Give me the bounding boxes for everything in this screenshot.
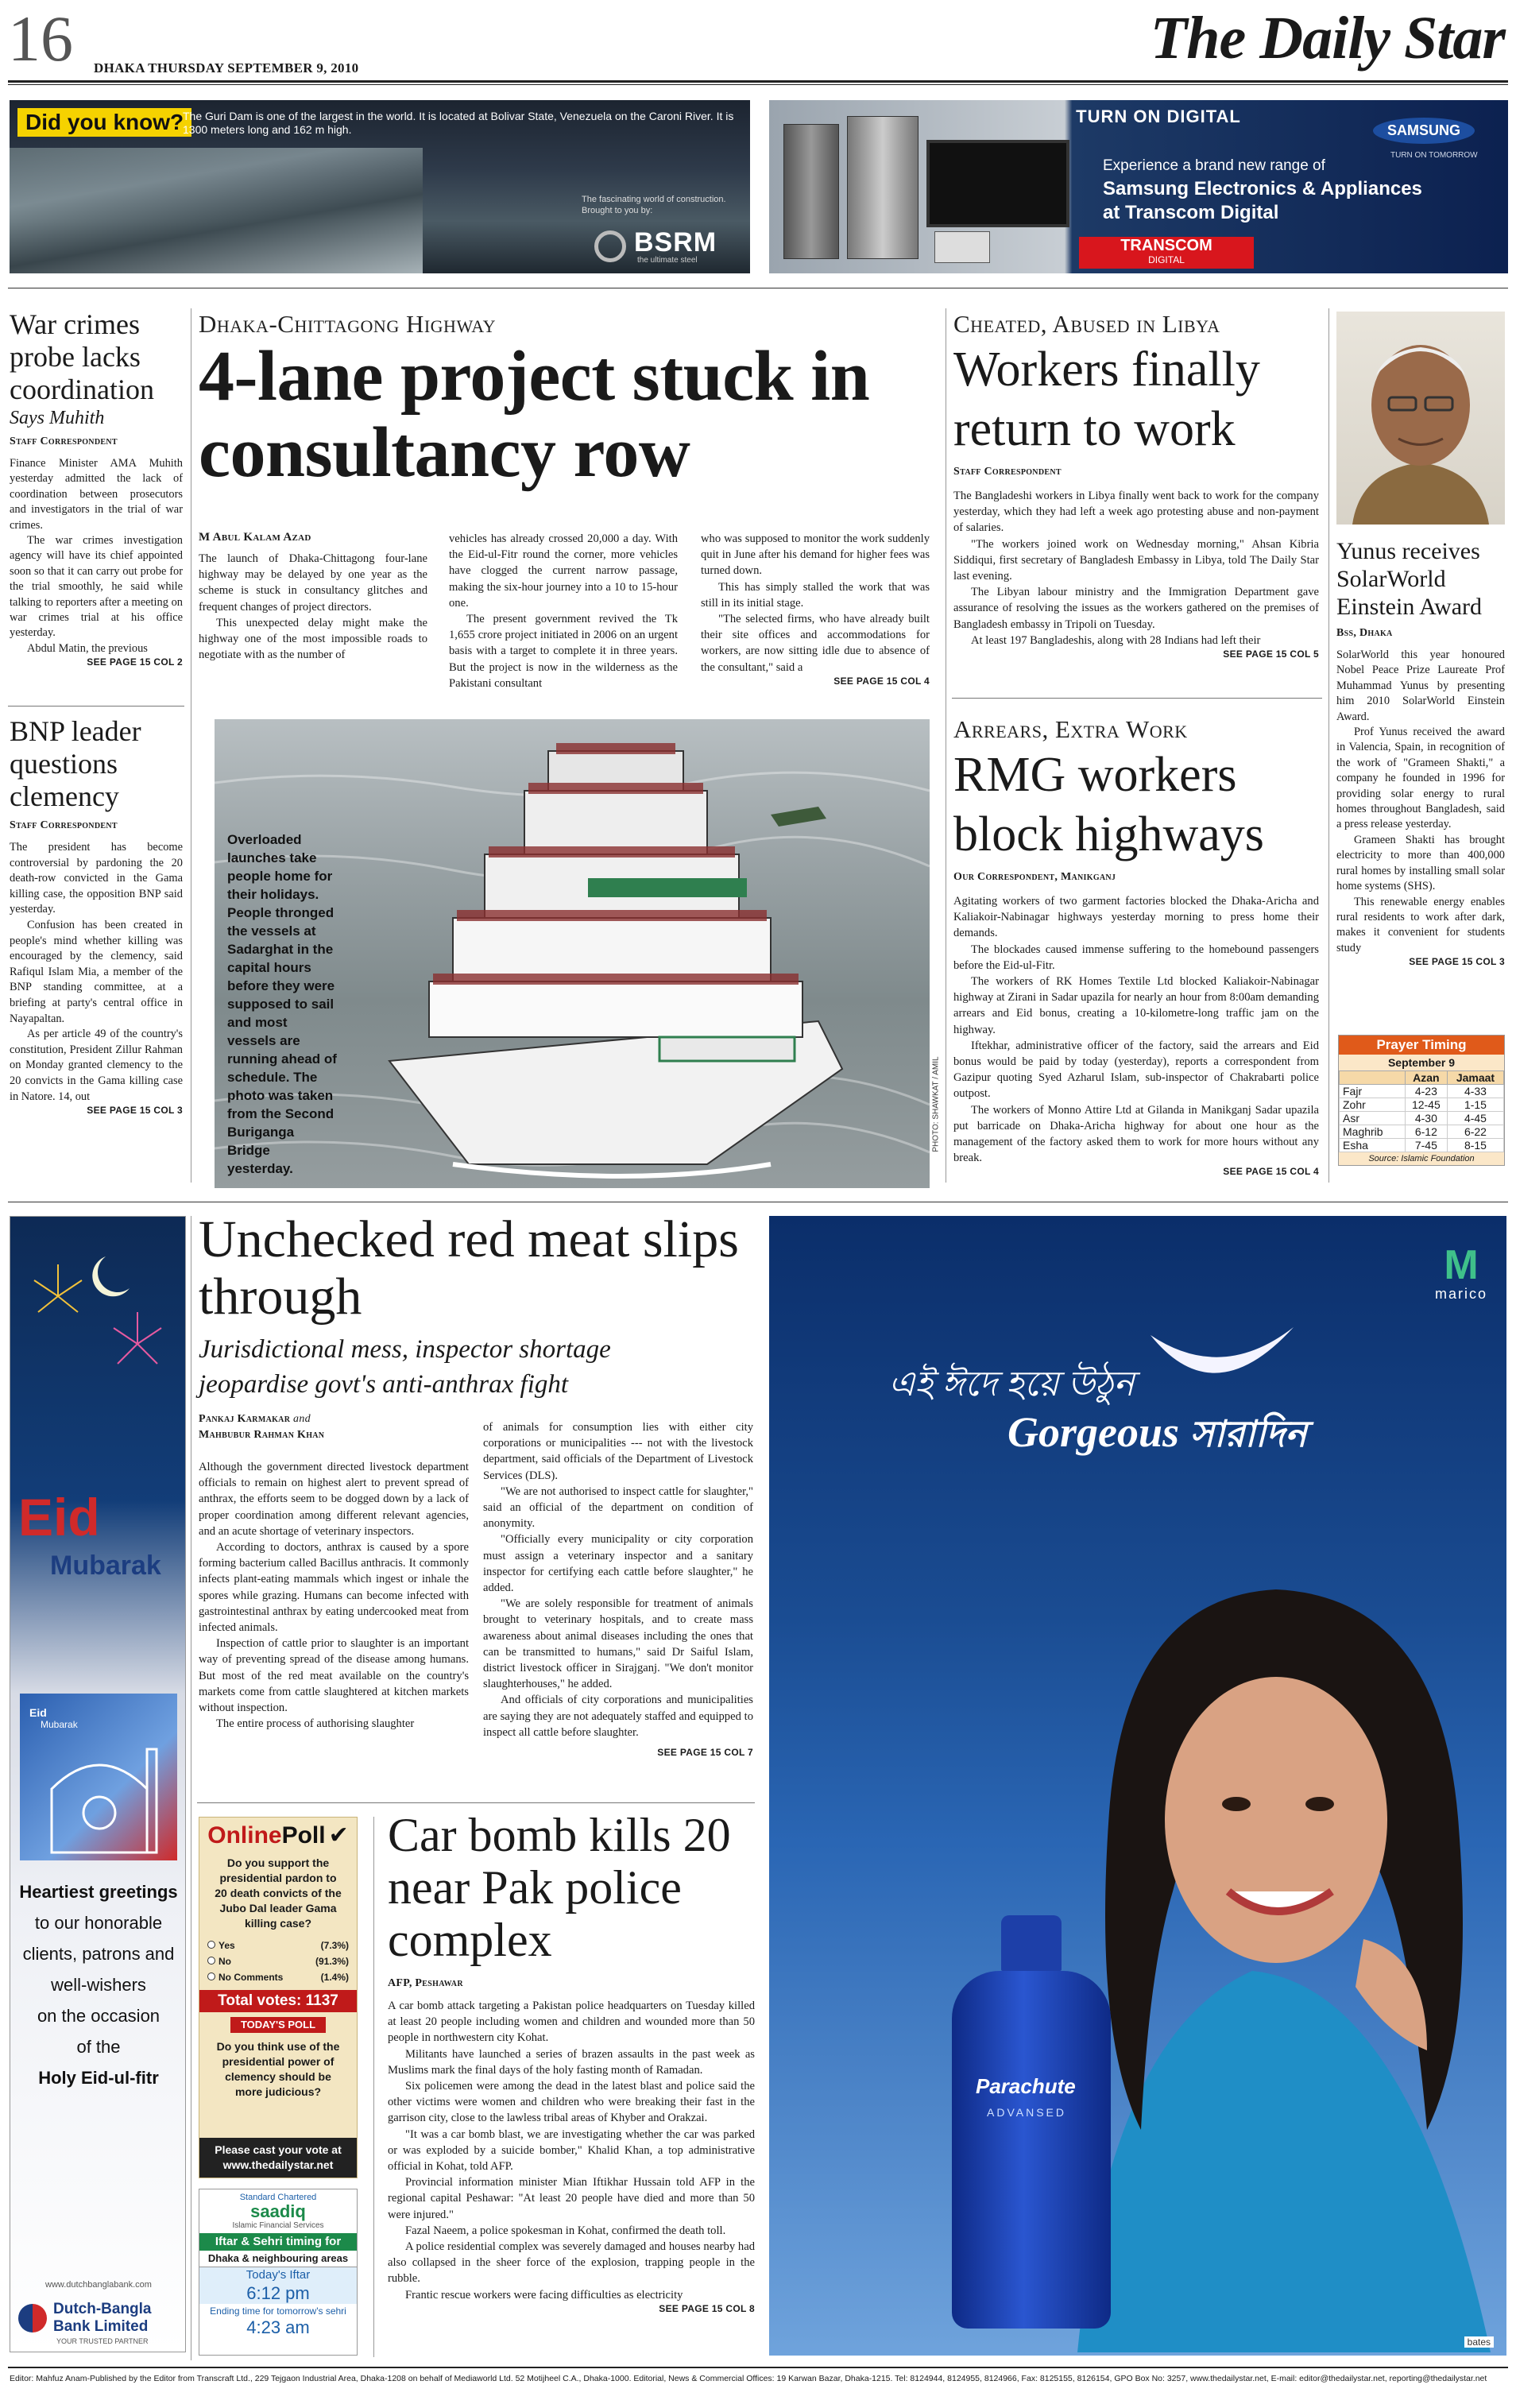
poll-cast-vote[interactable]: Please cast your vote at www.thedailystar.net <box>199 2138 357 2178</box>
saadiq-sub: Islamic Financial Services <box>232 2221 324 2230</box>
saadiq-iftar-box <box>199 2189 358 2356</box>
dutch-bangla-eid-ad[interactable] <box>10 1216 186 2352</box>
meat-col2-box <box>483 1419 753 1758</box>
story-carbomb <box>388 1809 755 2314</box>
bates-agency: bates <box>1464 2336 1494 2348</box>
paper-name: The Daily Star <box>1150 5 1505 72</box>
col-divider <box>373 1817 374 2357</box>
masthead-rule <box>8 80 1508 83</box>
prayer-jamaat: 4-33 <box>1447 1085 1503 1098</box>
rmg-see-page[interactable]: SEE PAGE 15 COL 4 <box>1223 1166 1319 1178</box>
poll-option-label: Yes <box>219 1940 235 1951</box>
rmg-headline: RMG workers block highways <box>953 748 1264 861</box>
highway-para: who was supposed to monitor the work suddenly quit in June after his demand for higher fees was turned down. <box>701 532 930 578</box>
todays-poll-label: TODAY'S POLL <box>230 2017 326 2033</box>
prayer-row <box>1340 1098 1504 1112</box>
meat-para: "Officially every municipality or city corporation must assign a veterinary inspector and a sanitary inspector for certifying each cattle before slaughter," he added. <box>483 1533 753 1595</box>
carbomb-headline: Car bomb kills 20 near Pak police complex <box>388 1809 731 1966</box>
small-boat <box>771 807 826 827</box>
highway-kicker: Dhaka-Chittagong Highway <box>199 310 497 338</box>
bsrm-brand-sub: the ultimate steel <box>637 256 698 265</box>
prayer-header-cell: Azan <box>1405 1071 1447 1085</box>
transcom-sub: DIGITAL <box>1148 254 1185 265</box>
prayer-table <box>1339 1070 1504 1152</box>
war-crimes-byline: Staff Correspondent <box>10 436 118 447</box>
rule <box>8 706 184 707</box>
did-you-know-heading: Did you know? <box>17 108 191 137</box>
prayer-azan: 12-45 <box>1405 1098 1447 1112</box>
war-crimes-subhead: Says Muhith <box>10 408 105 428</box>
war-crimes-para: Abdul Matin, the previous <box>27 641 148 655</box>
rmg-para: The workers of Monno Attire Ltd at Gilanda in Manikganj Sadar upazila put barricade on Dhaka-Aricha highway for about one hour as the management of the factory asked them to work for more hours without any break. <box>953 1103 1319 1165</box>
bnp-body <box>10 840 183 1105</box>
libya-para: At least 197 Bangladeshis, along with 28 Indians had left their <box>971 633 1261 647</box>
poll-title <box>199 1822 357 1849</box>
poll-options <box>207 1938 349 1985</box>
samsung-logo: SAMSUNG <box>1373 118 1475 144</box>
libya-headline: Workers finally return to work <box>953 343 1260 456</box>
launch-vessel <box>389 743 842 1176</box>
meat-para: "We are solely responsible for treatment of animals brought to veterinary hospitals, and to create mass awareness about animal diseases including the ones that can be transmitted to humans," said Dr Saiful Islam, district livestock officer in Sirajganj. "We don't monitor slaughterhouses," he added. <box>483 1597 753 1691</box>
bsrm-brand: BSRM <box>634 227 717 257</box>
bank-url: www.dutchbanglabank.com <box>45 2280 152 2290</box>
marico-gorgeous-en: Gorgeous <box>1007 1408 1180 1456</box>
prayer-row <box>1340 1085 1504 1098</box>
mubarak-small: Mubarak <box>41 1719 78 1730</box>
carbomb-body <box>388 1998 755 2303</box>
dbbl-tagline: YOUR TRUSTED PARTNER <box>56 2337 149 2345</box>
highway-para: "The selected firms, who have already built their site offices and accommodations for workers, are now sitting idle due to absence of the consultant," said a <box>701 613 930 674</box>
meat-para: The entire process of authorising slaughter <box>216 1717 415 1731</box>
bottle-cap <box>1001 1915 1062 1971</box>
highway-headline: 4-lane project stuck in consultancy row <box>199 337 870 492</box>
poll-option[interactable] <box>207 1953 349 1969</box>
yunus-body <box>1336 648 1505 956</box>
libya-para: "The workers joined work on Wednesday morning," Ahsan Kibria Siddiqui, first secretary of Bangladesh Embassy in Libya, told The Daily Star last evening. <box>953 537 1319 583</box>
appliances-photo <box>783 116 1077 267</box>
meat-col2 <box>483 1419 753 1740</box>
radio-icon[interactable] <box>207 1941 215 1949</box>
sehri-time: 4:23 am <box>246 2317 310 2337</box>
story-bnp <box>10 715 183 1116</box>
washer-shape <box>934 231 990 263</box>
prayer-name: Maghrib <box>1340 1125 1406 1139</box>
meat-see-page[interactable]: SEE PAGE 15 COL 7 <box>657 1747 753 1759</box>
bsrm-ad[interactable] <box>10 100 750 273</box>
dbbl-logo <box>18 2299 180 2348</box>
meat-para: of animals for consumption lies with either city corporations or municipalities --- not with the livestock department, said officials of the Department of Livestock Services (DLS). <box>483 1421 753 1482</box>
carbomb-para: Militants have launched a series of brazen assaults in the past week as Muslims mark the final days of the holy fasting month of Ramadan. <box>388 2047 755 2077</box>
highway-byline-box <box>199 531 427 663</box>
yunus-para: Grameen Shakti has brought electricity to more than 400,000 rural homes by installing small solar home systems (SHS). <box>1336 833 1505 893</box>
samsung-line3: at Transcom Digital <box>1103 202 1279 223</box>
dbbl-logo-icon <box>18 2304 47 2333</box>
story-meat <box>199 1211 755 1443</box>
libya-byline: Staff Correspondent <box>953 466 1062 478</box>
bnp-para: Confusion has been created in people's mind whether killing was encouraged by the clemency, said Rafiqul Islam Mia, a member of the BNP standing committee, at a briefing at party's central office in Nayapaltan. <box>10 918 183 1025</box>
greeting-line: Holy Eid-ul-fitr <box>38 2068 159 2088</box>
greeting-line: to our honorable <box>34 1913 163 1933</box>
meat-col1 <box>199 1459 469 1732</box>
rmg-para: The blockades caused immense suffering to the homebound passengers before the Eid-ul-Fitr. <box>953 943 1319 972</box>
poll-option[interactable] <box>207 1938 349 1953</box>
page-number: 16 <box>8 2 73 75</box>
prayer-azan: 4-30 <box>1405 1112 1447 1125</box>
prayer-jamaat: 4-45 <box>1447 1112 1503 1125</box>
story-rmg <box>953 715 1319 1177</box>
marico-parachute-ad[interactable] <box>769 1216 1506 2356</box>
turn-on-digital: TURN ON DIGITAL <box>1076 106 1241 126</box>
highway-see-page[interactable]: SEE PAGE 15 COL 4 <box>833 675 930 687</box>
bnp-byline: Staff Correspondent <box>10 819 118 831</box>
poll-option-pct: (7.3%) <box>320 1940 349 1951</box>
highway-para: The present government revived the Tk 1,655 crore project initiated in 2006 on an urgent basis with a target to complete it in three years. But the project is now in the wilderness as the Pakistani consultant <box>449 613 678 690</box>
war-crimes-para: The war crimes investigation agency will have its chief appointed soon so that it can carry out probe for the trial smoothly, he said while talking to reporters after a meeting on war crimes trial at his office yesterday. <box>10 534 183 640</box>
carbomb-see-page[interactable]: SEE PAGE 15 COL 8 <box>659 2302 755 2314</box>
eid-title: Eid <box>18 1488 100 1547</box>
prayer-date: September 9 <box>1339 1055 1504 1070</box>
col-divider <box>1328 308 1329 1183</box>
yunus-para: This renewable energy enables rural residents to work after dark, makes it convenient for students study <box>1336 895 1505 954</box>
rmg-para: The workers of RK Homes Textile Ltd blocked Kaliakoir-Nabinagar highway at Zirani in Sadar upazila for nearly an hour from 8:00am demanding arrears and Eid bonus, creating a 10-kilometre-long traffic jam on the highway. <box>953 975 1319 1036</box>
prayer-azan: 7-45 <box>1405 1139 1447 1152</box>
prayer-row <box>1340 1139 1504 1152</box>
poll-option-label: No Comments <box>219 1972 284 1983</box>
poll-option[interactable] <box>207 1969 349 1985</box>
eid-card-image <box>20 1694 177 1860</box>
war-crimes-see-page[interactable]: SEE PAGE 15 COL 2 <box>87 656 183 668</box>
bsrm-tagline: The fascinating world of construction. Brought to you by: <box>582 195 726 215</box>
story-highway <box>199 310 930 491</box>
carbomb-para: Provincial information minister Mian Iftikhar Hussain told AFP in the regional capital Peshawar: "At least 20 people have died and more than 50 were injured." <box>388 2176 755 2221</box>
meat-byline-1: Pankaj Karmakar <box>199 1413 291 1425</box>
did-you-know-text: The Guri Dam is one of the largest in the world. It is located at Bolivar State, Venezuela on the Caroni River. It is 1300 meters long and 162 m high. <box>183 110 734 136</box>
rule <box>197 1802 755 1803</box>
rmg-kicker: Arrears, Extra Work <box>953 715 1188 743</box>
prayer-row <box>1340 1112 1504 1125</box>
dam-photo <box>10 148 423 273</box>
masthead <box>8 2 1510 84</box>
prayer-row <box>1340 1125 1504 1139</box>
prayer-jamaat: 8-15 <box>1447 1139 1503 1152</box>
marico-m-icon: M <box>1444 1242 1479 1288</box>
highway-para: vehicles has already crossed 20,000 a day. With the Eid-ul-Fitr round the corner, more vehicles have clogged the current narrow passage, making the six-hour journey into a 10 to 15-hour one. <box>449 532 678 610</box>
prayer-header-row <box>1340 1071 1504 1085</box>
meat-para: Although the government directed livestock department officials to remain on highest alert to prevent spread of anthrax, the efforts seem to be dogged down by a lack of proper coordination among different relevant agencies, and an acute shortage of veterinary inspectors. <box>199 1461 469 1538</box>
meat-para: And officials of city corporations and municipalities are saying they are not adequately staffed and equipped to inspect all cattle before slaughter. <box>483 1694 753 1739</box>
highway-col3 <box>701 531 930 676</box>
saadiq-brand: saadiq <box>250 2201 306 2221</box>
highway-col2 <box>449 531 678 691</box>
meat-para: Inspection of cattle prior to slaughter is an important way of preventing spread of the disease among humans. But most of the red meat available on the country's markets come from cattle slaughtered at kitchen markets without inspection. <box>199 1637 469 1715</box>
mosque-icon <box>20 1694 177 1860</box>
greeting-line: of the <box>76 2037 121 2057</box>
libya-para: The Bangladeshi workers in Libya finally went back to work for the company yesterday, which they had left a week ago protesting abuse and non-payment of salaries. <box>953 490 1319 535</box>
prayer-jamaat: 1-15 <box>1447 1098 1503 1112</box>
masthead-rule-thin <box>8 84 1508 85</box>
dbbl-name: Dutch-Bangla <box>53 2301 152 2317</box>
greeting-line: Heartiest greetings <box>19 1882 178 1902</box>
libya-body <box>953 488 1319 648</box>
prayer-title: Prayer Timing <box>1339 1036 1504 1055</box>
photo-credit: PHOTO: SHAWKAT / AMIL <box>931 1053 940 1155</box>
check-icon: ✔ <box>328 1822 349 1849</box>
eid-small: Eid <box>29 1706 47 1719</box>
transcom-logo <box>1079 237 1254 269</box>
today-iftar-label: Today's Iftar <box>199 2267 357 2283</box>
libya-para: The Libyan labour ministry and the Immigration Department gave assurance of resolving the issues as the workers gathered on the premises of Bangladesh embassy in Tripoli on Tuesday. <box>953 586 1319 631</box>
poll-question: Do you support the presidential pardon to 20 death convicts of the Jubo Dal leader Gama killing case? <box>215 1856 342 1930</box>
tv-shape <box>926 140 1069 227</box>
highway-col3-box <box>701 531 930 687</box>
radio-icon[interactable] <box>207 1957 215 1965</box>
story-libya <box>953 310 1319 660</box>
carbomb-para: Fazal Naeem, a police spokesman in Kohat, confirmed the death toll. <box>405 2224 726 2237</box>
bnp-para: The president has become controversial by pardoning the 20 death-row convicted in the Gama killing case, the opposition BNP said yesterday. <box>10 841 183 916</box>
carbomb-para: A car bomb attack targeting a Pakistan police headquarters on Tuesday killed at least 20 people including women and children and wounded more than 50 people in northwestern city Kohat. <box>388 2000 755 2045</box>
story-war-crimes <box>10 308 183 668</box>
highway-para: The launch of Dhaka-Chittagong four-lane highway may be delayed by one year as the scheme is stuck in consultancy glitches and frequent changes of project directors. <box>199 552 427 614</box>
bnp-headline: BNP leader questions clemency <box>10 715 141 812</box>
meat-subhead: Jurisdictional mess, inspector shortage jeopardise govt's anti-anthrax fight <box>199 1335 611 1399</box>
prayer-timing-box <box>1338 1035 1505 1166</box>
marico-logo <box>1434 1242 1487 1303</box>
meat-para: "We are not authorised to inspect cattle for slaughter," said an official of the department on condition of anonymity. <box>483 1485 753 1531</box>
radio-icon[interactable] <box>207 1972 215 1980</box>
poll-option-label: No <box>219 1956 231 1967</box>
crescent-moon-icon <box>1143 1311 1301 1407</box>
rmg-body <box>953 893 1319 1166</box>
carbomb-byline: AFP, Peshawar <box>388 1977 463 1989</box>
carbomb-para: A police residential complex was severely damaged and houses nearby had also collapsed in the sheer force of the explosion, trapping people in the rubble. <box>388 2240 755 2286</box>
highway-para: This unexpected delay might make the highway one of the most impossible roads to negotiate with as the number of <box>199 616 427 662</box>
yunus-para: SolarWorld this year honoured Nobel Peace Prize Laureate Prof Muhammad Yunus by presenting him 2010 SolarWorld Einstein Award. <box>1336 648 1505 723</box>
transcom-brand: TRANSCOM <box>1120 237 1212 254</box>
meat-byline-2: Mahbubur Rahman Khan <box>199 1429 325 1441</box>
story-yunus <box>1336 537 1505 967</box>
yunus-see-page[interactable]: SEE PAGE 15 COL 3 <box>1409 956 1505 968</box>
samsung-line1: Experience a brand new range of <box>1103 157 1325 174</box>
marico-brand: marico <box>1434 1286 1487 1302</box>
carbomb-para: Frantic rescue workers were facing difficulties as electricity <box>405 2288 683 2302</box>
marico-bengali-line: এই ঈদে হয়ে উঠুন <box>888 1365 1135 1403</box>
prayer-name: Asr <box>1340 1112 1406 1125</box>
war-crimes-body <box>10 456 183 656</box>
marico-gorgeous <box>1007 1407 1307 1467</box>
bsrm-logo <box>594 227 745 267</box>
fridge-shape-2 <box>847 116 918 259</box>
prayer-header-cell: Jamaat <box>1447 1071 1503 1085</box>
war-crimes-headline: War crimes probe lacks coordination <box>10 308 154 405</box>
iftar-area: Dhaka & neighbouring areas <box>199 2251 357 2267</box>
prayer-azan: 6-12 <box>1405 1125 1447 1139</box>
yunus-photo <box>1336 312 1505 525</box>
meat-headline: Unchecked red meat slips through <box>199 1210 739 1326</box>
poll-option-pct: (91.3%) <box>315 1956 349 1967</box>
yunus-para: Prof Yunus received the award in Valencia, Spain, in recognition of the work of "Grameen Shakti," a company he founded in 1996 for providing solar energy to rural homes throughout Bangladesh, said a press release yesterday. <box>1336 726 1505 831</box>
sehri-label: Ending time for tomorrow's sehri <box>210 2305 346 2317</box>
poll-title-online: Online <box>207 1822 282 1849</box>
mubarak-title: Mubarak <box>50 1550 161 1581</box>
rmg-byline: Our Correspondent, Manikganj <box>953 871 1116 883</box>
highway-col1 <box>199 551 427 663</box>
today-iftar-time: 6:12 pm <box>199 2283 357 2304</box>
highway-para: This has simply stalled the work that was still in its initial stage. <box>701 580 930 610</box>
online-poll-box[interactable] <box>199 1817 358 2178</box>
footer-imprint: Editor: Mahfuz Anam-Published by the Editor from Transcraft Ltd., 229 Tejgaon Industrial Area, Dhaka-1208 on behalf of Mediaworld Ltd. 52 Motijheel C.A., Dhaka-1000. Editorial, News & Commercial Offices: 19 Karwan Bazar, Dhaka-1215. Tel: 8124944, 8124955, 8124966, Fax: 8125155, 8126154, GPO Box No: 3257, www.thedailystar.net, E-mail: editor@thedailystar.net, reporting@thedailystar.net <box>10 2374 1487 2383</box>
samsung-sub: TURN ON TOMORROW <box>1390 151 1478 160</box>
samsung-line2: Samsung Electronics & Appliances <box>1103 178 1422 199</box>
iftar-title: Iftar & Sehri timing for <box>199 2233 357 2251</box>
photo-caption: Overloaded launches take people home for their holidays. People thronged the vessels at Sadarghat in the capital hours before they were supposed to sail and most vessels are running ahead of schedule. The photo was taken from the Second Buriganga Bridge yesterday. <box>227 832 337 1176</box>
greeting-line: well-wishers <box>51 1975 146 1995</box>
samsung-ad[interactable] <box>769 100 1508 273</box>
parachute-bottle <box>952 1915 1111 2329</box>
carbomb-para: Six policemen were among the dead in the latest blast and police said the other victims were women and children who were breaking their fast in the garrison city, close to the lawless tribal areas of Khyber and Orakzai. <box>388 2080 755 2125</box>
poll-option-pct: (1.4%) <box>320 1972 349 1983</box>
fireworks-icon <box>10 1233 187 1487</box>
bottle-brand: Parachute <box>976 2074 1076 2098</box>
rule <box>952 698 1322 699</box>
carbomb-para: "It was a car bomb blast, we are investigating whether the car was parked or was exploded by a suicide bomber," Khalid Khan, a top administrative official in Kohat, told AFP. <box>388 2127 755 2174</box>
eid-greeting <box>10 1876 187 2093</box>
war-crimes-para: Finance Minister AMA Muhith yesterday admitted the lack of coordination between prosecutors and investigators in the trial of war crimes. <box>10 457 183 532</box>
bottle-body <box>952 1971 1111 2329</box>
bsrm-logo-icon <box>594 230 626 262</box>
highway-byline: M Abul Kalam Azad <box>199 531 311 544</box>
todays-poll-question: Do you think use of the presidential power of clemency should be more judicious? <box>216 2040 340 2098</box>
prayer-name: Fajr <box>1340 1085 1406 1098</box>
prayer-jamaat: 6-22 <box>1447 1125 1503 1139</box>
prayer-name: Esha <box>1340 1139 1406 1152</box>
prayer-azan: 4-23 <box>1405 1085 1447 1098</box>
sc-label: Standard Chartered <box>239 2193 317 2202</box>
prayer-name: Zohr <box>1340 1098 1406 1112</box>
greeting-line: clients, patrons and <box>22 1944 175 1964</box>
fridge-shape <box>783 124 839 259</box>
libya-see-page[interactable]: SEE PAGE 15 COL 5 <box>1223 648 1319 660</box>
bottle-sub: ADVANSED <box>987 2106 1066 2119</box>
bnp-see-page[interactable]: SEE PAGE 15 COL 3 <box>87 1105 183 1117</box>
poll-total: Total votes: 1137 <box>199 1990 357 2012</box>
meat-para: According to doctors, anthrax is caused by a spore forming bacterium called Bacillus anthracis. It commonly infects plant-eating mammals which ingest or inhale the spores while grazing. Humans can become infected with gastrointestinal anthrax by eating undercooked meat from infected animals. <box>199 1541 469 1635</box>
marico-gorgeous-bn: সারাদিন <box>1189 1414 1307 1454</box>
meat-byline-and: and <box>293 1413 311 1425</box>
bnp-para: As per article 49 of the country's constitution, President Zillur Rahman on Monday granted clemency to the 20 convicts in the Gama killing case in Natore. 14, out <box>10 1028 183 1103</box>
footer-rule <box>8 2367 1508 2368</box>
yunus-portrait <box>1336 312 1505 525</box>
yunus-byline: Bss, Dhaka <box>1336 627 1393 639</box>
dateline: DHAKA THURSDAY SEPTEMBER 9, 2010 <box>94 60 359 75</box>
launch-photo <box>215 719 941 1188</box>
yunus-headline: Yunus receives SolarWorld Einstein Award <box>1336 538 1483 620</box>
rmg-para: Iftekhar, administrative officer of the factory, said the arrears and Eid bonus would be paid by today (yesterday), reports a correspondent from Gazipur quoting Syed Azharul Islam, sub-inspector of Chakrabarti police outpost. <box>953 1039 1319 1101</box>
greeting-line: on the occasion <box>37 2006 160 2026</box>
prayer-source: Source: Islamic Foundation <box>1339 1152 1504 1165</box>
dbbl-name-2: Bank Limited <box>53 2318 149 2335</box>
rmg-para: Agitating workers of two garment factories blocked the Dhaka-Aricha and Kaliakoir-Nabinagar highways yesterday morning to press home their demands. <box>953 895 1319 940</box>
poll-title-poll: Poll <box>281 1822 326 1849</box>
prayer-header-cell <box>1340 1071 1406 1085</box>
libya-kicker: Cheated, Abused in Libya <box>953 310 1220 338</box>
